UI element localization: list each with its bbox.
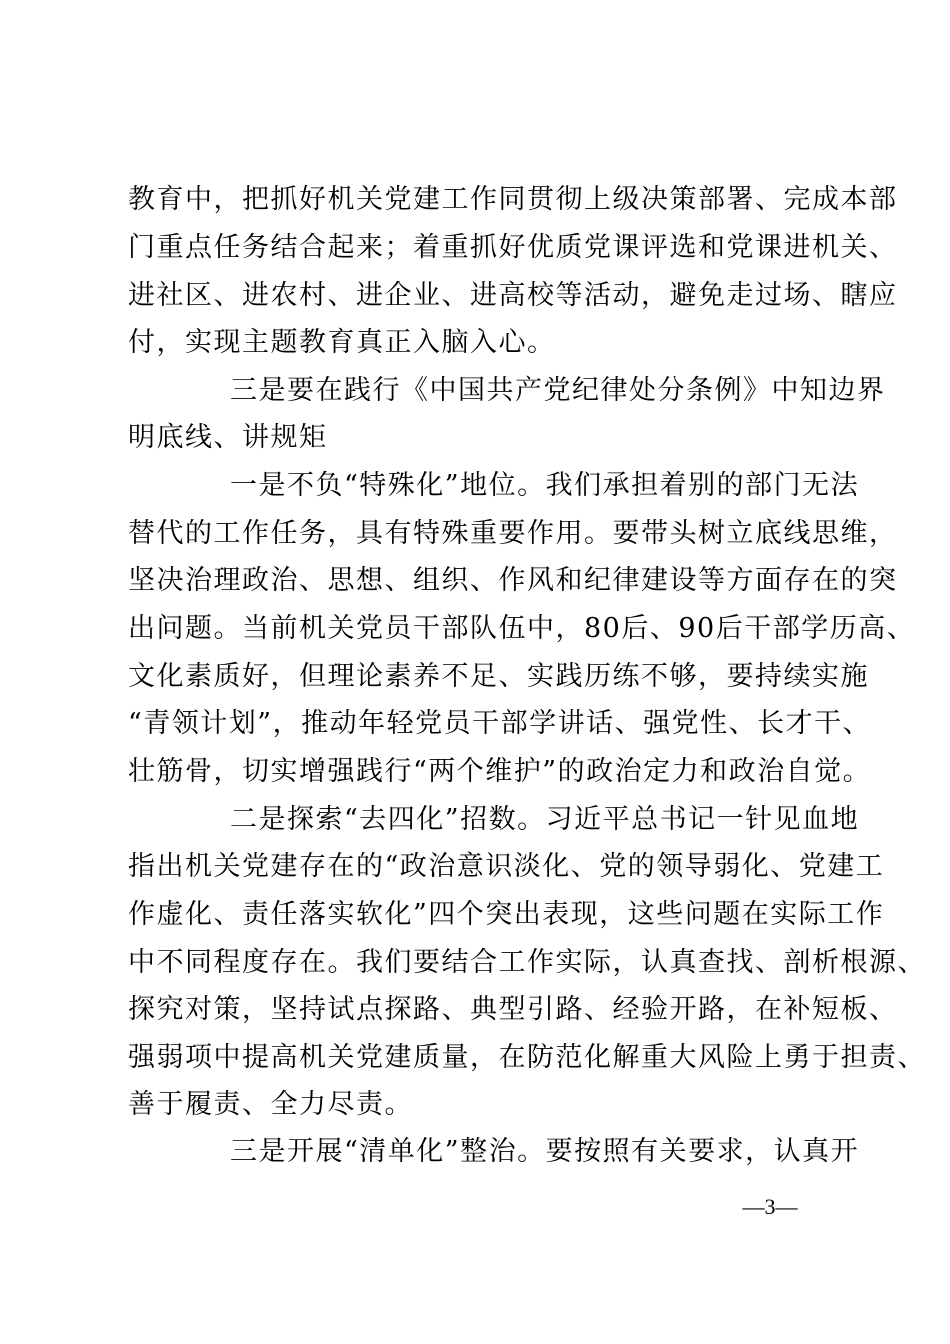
text-line: 付，实现主题教育真正入脑入心。 xyxy=(128,327,556,358)
text-line: 善于履责、全力尽责。 xyxy=(128,1089,413,1120)
text-line: 进社区、进农村、进企业、进高校等活动，避免走过场、瞎应 xyxy=(128,280,898,311)
text-line: 文化素质好，但理论素养不足、实践历练不够，要持续实施 xyxy=(128,661,869,692)
text-line: 门重点任务结合起来；着重抓好优质党课评选和党课进机关、 xyxy=(128,232,898,263)
text-line: 出问题。当前机关党员干部队伍中，80后、90后干部学历高、 xyxy=(128,613,916,644)
paragraph-first-line: 一是不负“特殊化”地位。我们承担着别的部门无法 xyxy=(230,470,860,501)
paragraph-first-line: 二是探索“去四化”招数。习近平总书记一针见血地 xyxy=(230,804,860,835)
paragraph-first-line: 三是开展“清单化”整治。要按照有关要求，认真开 xyxy=(230,1136,860,1167)
text-line: 替代的工作任务，具有特殊重要作用。要带头树立底线思维， xyxy=(128,518,898,549)
text-line: 中不同程度存在。我们要结合工作实际，认真查找、剖析根源、 xyxy=(128,947,926,978)
text-line: 坚决治理政治、思想、组织、作风和纪律建设等方面存在的突 xyxy=(128,565,898,596)
text-line: 教育中，把抓好机关党建工作同贯彻上级决策部署、完成本部 xyxy=(128,184,898,215)
text-line: “青领计划”，推动年轻党员干部学讲话、强党性、长才干、 xyxy=(128,708,872,739)
text-line: 探究对策，坚持试点探路、典型引路、经验开路，在补短板、 xyxy=(128,994,898,1025)
text-line: 强弱项中提高机关党建质量，在防范化解重大风险上勇于担责、 xyxy=(128,1042,926,1073)
section-heading-line: 明底线、讲规矩 xyxy=(128,422,328,453)
text-line: 壮筋骨，切实增强践行“两个维护”的政治定力和政治自觉。 xyxy=(128,756,872,787)
section-heading-line: 三是要在践行《中国共产党纪律处分条例》中知边界 xyxy=(230,375,886,406)
page-number: —3— xyxy=(742,1194,798,1219)
text-line: 指出机关党建存在的“政治意识淡化、党的领导弱化、党建工 xyxy=(128,851,885,882)
text-line: 作虚化、责任落实软化”四个突出表现，这些问题在实际工作 xyxy=(128,899,885,930)
